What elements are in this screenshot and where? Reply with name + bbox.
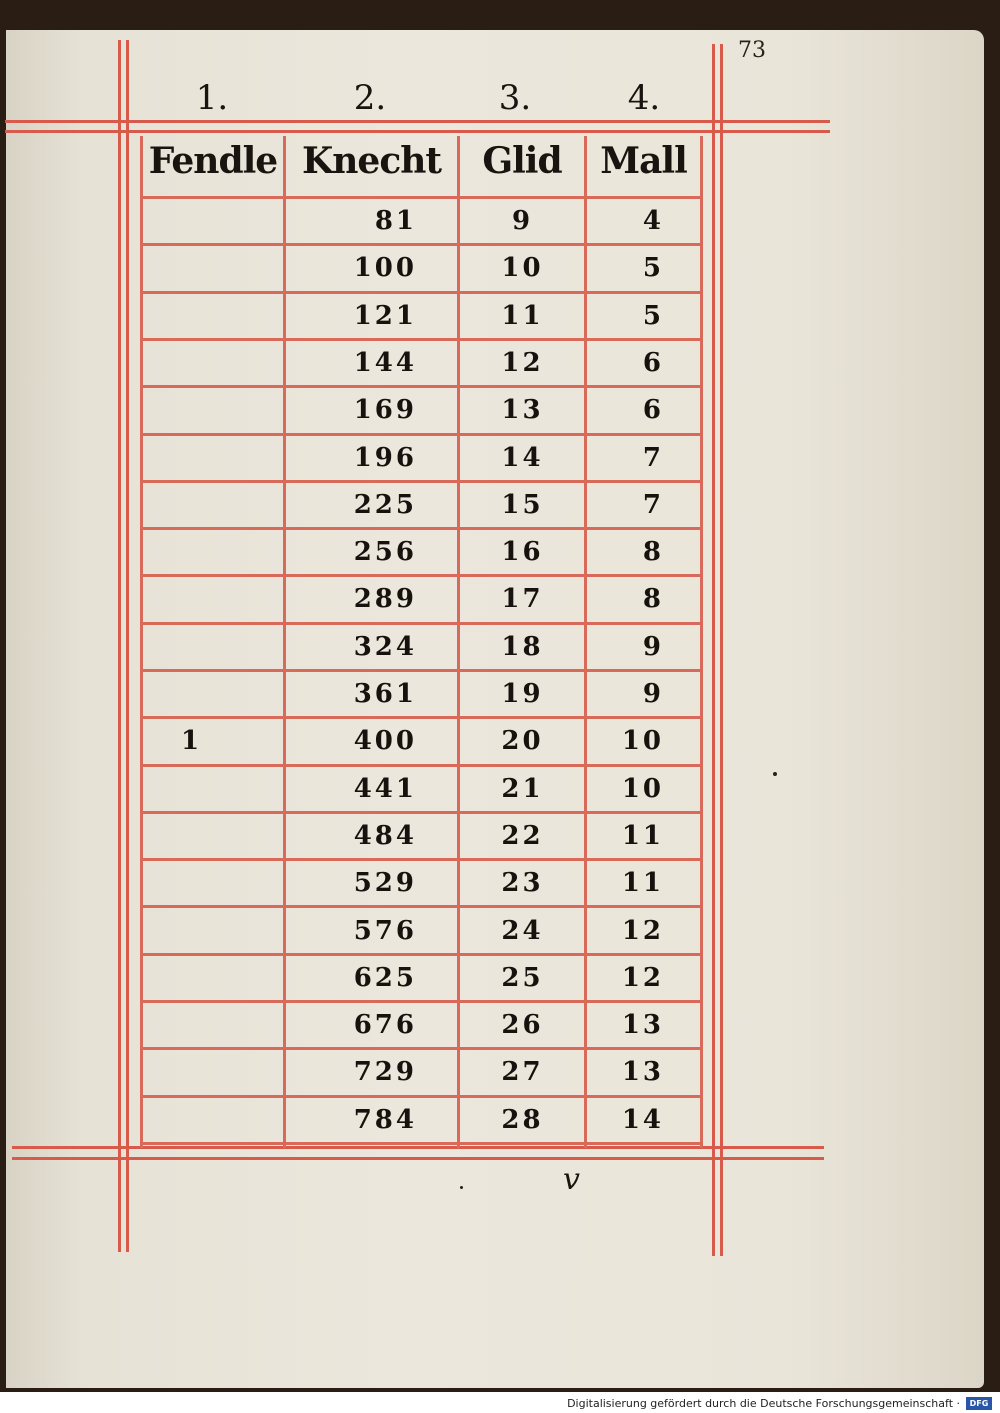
frame-rule-top-2	[5, 130, 830, 133]
table-cell-c4: 8	[642, 537, 664, 568]
table-cell-c2: 576	[353, 915, 417, 946]
table-cell-c4: 12	[621, 962, 664, 993]
column-number-3: 3.	[498, 78, 532, 118]
table-cell-c1	[145, 198, 285, 244]
table-cell-c2: 361	[353, 679, 417, 709]
table-cell-c4: 8	[642, 584, 664, 615]
table-cell-c3: 16	[501, 537, 544, 568]
table-cell-c2: 729	[353, 1057, 417, 1088]
table-cell-c1	[145, 529, 285, 575]
table-cell-c4: 5	[642, 300, 664, 331]
footer-bar	[0, 1394, 1000, 1413]
table-cell-c2: 676	[353, 1010, 417, 1041]
table-cell-c4: 11	[621, 820, 664, 851]
table-cell-c1	[145, 1097, 285, 1143]
table-cell-c4: 7	[642, 489, 664, 520]
table-cell-c3: 10	[501, 253, 544, 284]
table-cell-c3: 25	[501, 962, 544, 993]
table-cell-c1: 1	[181, 726, 203, 757]
table-cell-c1	[145, 293, 285, 339]
table-cell-c1	[145, 435, 285, 481]
table-cell-c2: 256	[353, 537, 417, 568]
column-number-2: 2.	[353, 78, 387, 118]
column-number-1: 1.	[195, 78, 229, 118]
table-cell-c2: 441	[353, 773, 417, 804]
signature-mark: v	[563, 1162, 580, 1197]
table-cell-c3: 28	[501, 1104, 544, 1135]
table-cell-c1	[145, 482, 285, 528]
header-glid: Glid	[482, 140, 562, 182]
table-cell-c3: 23	[501, 868, 544, 899]
table-cell-c2: 625	[353, 962, 417, 993]
table-cell-c1	[145, 1002, 285, 1048]
table-cell-c1	[145, 671, 285, 717]
table-cell-c3: 12	[501, 347, 544, 378]
ink-dot	[773, 772, 777, 776]
table-cell-c1	[145, 813, 285, 859]
table-cell-c1	[145, 624, 285, 670]
table-cell-c1	[145, 1049, 285, 1095]
table-cell-c2: 144	[353, 347, 417, 378]
table-cell-c4: 11	[621, 868, 664, 899]
frame-rule-right-2	[720, 44, 723, 1256]
table-cell-c1	[145, 955, 285, 1001]
table-cell-c3: 20	[501, 726, 544, 757]
table-cell-c4: 10	[621, 726, 664, 757]
column-number-4: 4.	[627, 78, 661, 118]
dfg-logo: DFG	[966, 1397, 992, 1410]
table-cell-c1	[145, 860, 285, 906]
table-cell-c3: 21	[501, 773, 544, 804]
table-cell-c2: 196	[353, 442, 417, 473]
frame-rule-right-1	[712, 44, 715, 1256]
table-cell-c4: 9	[642, 631, 664, 662]
frame-rule-left-1	[118, 40, 121, 1252]
header-fendle: Fendle	[148, 140, 278, 182]
table-cell-c4: 12	[621, 915, 664, 946]
table-cell-c2: 100	[353, 253, 417, 284]
table-cell-c2: 529	[353, 868, 417, 899]
table-cell-c3: 26	[501, 1010, 544, 1041]
frame-rule-top-1	[5, 120, 830, 123]
table-cell-c3: 19	[501, 679, 544, 709]
folio-number: 73	[738, 38, 766, 63]
table-cell-c3: 18	[501, 631, 544, 662]
table-cell-c4: 7	[642, 442, 664, 473]
table-cell-c2: 484	[353, 820, 417, 851]
footer-credit: Digitalisierung gefördert durch die Deutsche Forschungsgemeinschaft ·	[567, 1397, 960, 1410]
table-cell-c1	[145, 387, 285, 433]
table-cell-c4: 13	[621, 1010, 664, 1041]
table-cell-c2: 289	[353, 584, 417, 615]
table-cell-c1	[145, 245, 285, 291]
table-cell-c3: 15	[501, 489, 544, 520]
frame-rule-bottom-2	[12, 1157, 824, 1160]
table-cell-c2: 225	[353, 489, 417, 520]
table-cell-c1	[145, 576, 285, 622]
table-cell-c2: 400	[353, 726, 417, 757]
ink-dot	[460, 1186, 463, 1189]
table-cell-c1	[145, 340, 285, 386]
table-cell-c3: 14	[501, 442, 544, 473]
table-cell-c1	[145, 766, 285, 812]
table-cell-c4: 6	[642, 395, 664, 426]
table-cell-c2: 784	[353, 1104, 417, 1135]
table-border-right	[700, 136, 703, 1148]
frame-rule-left-2	[126, 40, 129, 1252]
table-cell-c3: 22	[501, 820, 544, 851]
table-cell-c3: 9	[511, 206, 534, 236]
table-cell-c3: 13	[501, 395, 544, 426]
table-cell-c3: 11	[501, 300, 544, 331]
table-border-left	[140, 136, 143, 1148]
table-cell-c1	[145, 908, 285, 954]
table-cell-c4: 6	[642, 347, 664, 378]
table-cell-c2: 324	[353, 631, 417, 662]
table-cell-c2: 81	[374, 206, 417, 236]
table-cell-c2: 169	[353, 395, 417, 426]
table-cell-c4: 4	[642, 206, 664, 236]
header-mall: Mall	[600, 140, 687, 182]
table-cell-c3: 24	[501, 915, 544, 946]
header-knecht: Knecht	[301, 140, 442, 182]
table-cell-c3: 17	[501, 584, 544, 615]
table-cell-c4: 9	[642, 679, 664, 709]
table-cell-c4: 10	[621, 773, 664, 804]
table-cell-c4: 13	[621, 1057, 664, 1088]
table-cell-c2: 121	[353, 300, 417, 331]
table-cell-c3: 27	[501, 1057, 544, 1088]
table-cell-c4: 14	[621, 1104, 664, 1135]
table-cell-c4: 5	[642, 253, 664, 284]
